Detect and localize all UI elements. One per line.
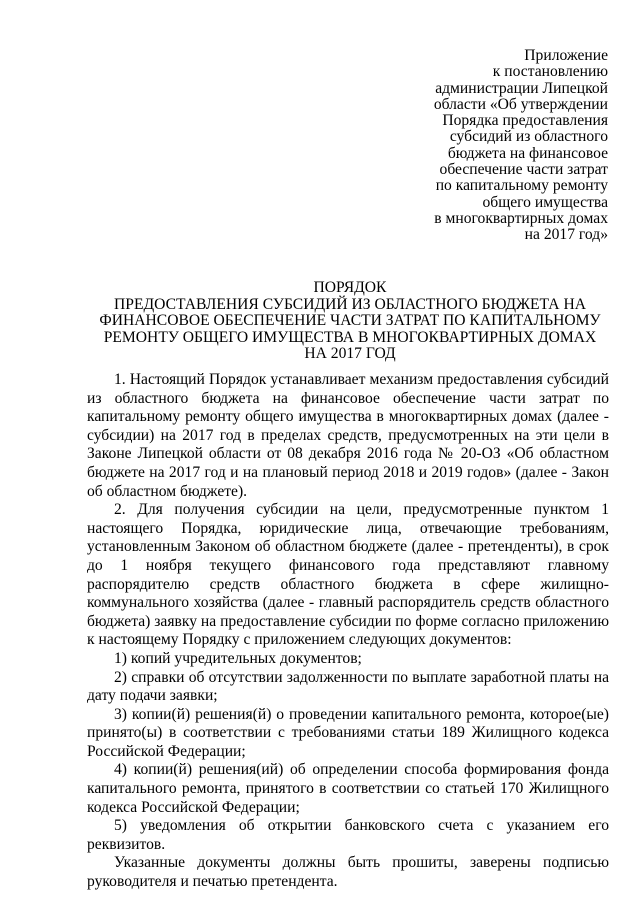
title-line: ФИНАНСОВОЕ ОБЕСПЕЧЕНИЕ ЧАСТИ ЗАТРАТ ПО КАПИТАЛЬНОМУ bbox=[99, 312, 601, 330]
document-body bbox=[87, 371, 609, 892]
list-item-3: 3) копии(й) решения(й) о проведении капитального ремонта, которое(ые) принято(ы) в соответствии с требованиями статьи 189 Жилищного кодекса Российской Федерации; bbox=[87, 705, 609, 760]
appendix-line: Порядка предоставления bbox=[442, 112, 608, 130]
appendix-line: обеспечение части затрат bbox=[439, 161, 608, 179]
appendix-line: Приложение bbox=[524, 47, 608, 64]
appendix-line: субсидий из областного bbox=[449, 128, 608, 146]
title-line: НА 2017 ГОД bbox=[304, 345, 396, 363]
appendix-line: администрации Липецкой bbox=[435, 79, 608, 97]
list-item-2: 2) справки об отсутствии задолженности по выплате заработной платы на дату подачи заявки; bbox=[87, 668, 609, 705]
list-item-4: 4) копии(й) решения(ий) об определении способа формирования фонда капитального ремонта, принятого в соответствии со статьей 170 Жилищного кодекса Российской Федерации; bbox=[87, 761, 609, 816]
list-item-5: 5) уведомления об открытии банковского счета с указанием его реквизитов. bbox=[87, 817, 609, 853]
appendix-line: к постановлению bbox=[492, 63, 608, 81]
appendix-note bbox=[380, 48, 608, 244]
list-item-1: 1) копий учредительных документов; bbox=[114, 649, 362, 667]
title-line: РЕМОНТУ ОБЩЕГО ИМУЩЕСТВА В МНОГОКВАРТИРНЫХ ДОМАХ bbox=[103, 328, 597, 346]
appendix-line: общего имущества bbox=[482, 193, 608, 211]
appendix-line: по капитальному ремонту bbox=[435, 177, 608, 195]
closing-paragraph: Указанные документы должны быть прошиты, заверены подписью руководителя и печатью претендента. bbox=[87, 854, 609, 891]
appendix-line: бюджета на финансовое bbox=[447, 144, 608, 162]
appendix-line: области «Об утверждении bbox=[433, 95, 608, 113]
paragraph-1: 1. Настоящий Порядок устанавливает механизм предоставления субсидий из областного бюджета на финансовое обеспечение части затрат по капитальному ремонту общего имущества в многоквартирных домах (далее - субсидии) на 2017 год в пределах средств, предусмотренных на эти цели в Законе Липецкой области от 08 декабря 2016 года № 20-ОЗ «Об областном бюджете на 2017 год и на плановый период 2018 и 2019 годов» (далее - Закон об областном бюджете). bbox=[87, 371, 609, 500]
document-title bbox=[60, 280, 640, 363]
title-line: ПОРЯДОК bbox=[313, 279, 387, 296]
appendix-line: в многоквартирных домах bbox=[434, 209, 608, 227]
appendix-line: на 2017 год» bbox=[524, 226, 608, 244]
paragraph-2: 2. Для получения субсидии на цели, предусмотренные пунктом 1 настоящего Порядка, юридические лица, отвечающие требованиям, установленным Законом об областном бюджете (далее - претенденты), в срок до 1 ноября текущего финансового года представляют главному распорядителю средств областного бюджета в сфере жилищно-коммунального хозяйства (далее - главный распорядитель средств областного бюджета) заявку на предоставление субсидии по форме согласно приложению к настоящему Порядку с приложением следующих документов: bbox=[87, 501, 609, 649]
title-line: ПРЕДОСТАВЛЕНИЯ СУБСИДИЙ ИЗ ОБЛАСТНОГО БЮДЖЕТА НА bbox=[114, 295, 586, 313]
